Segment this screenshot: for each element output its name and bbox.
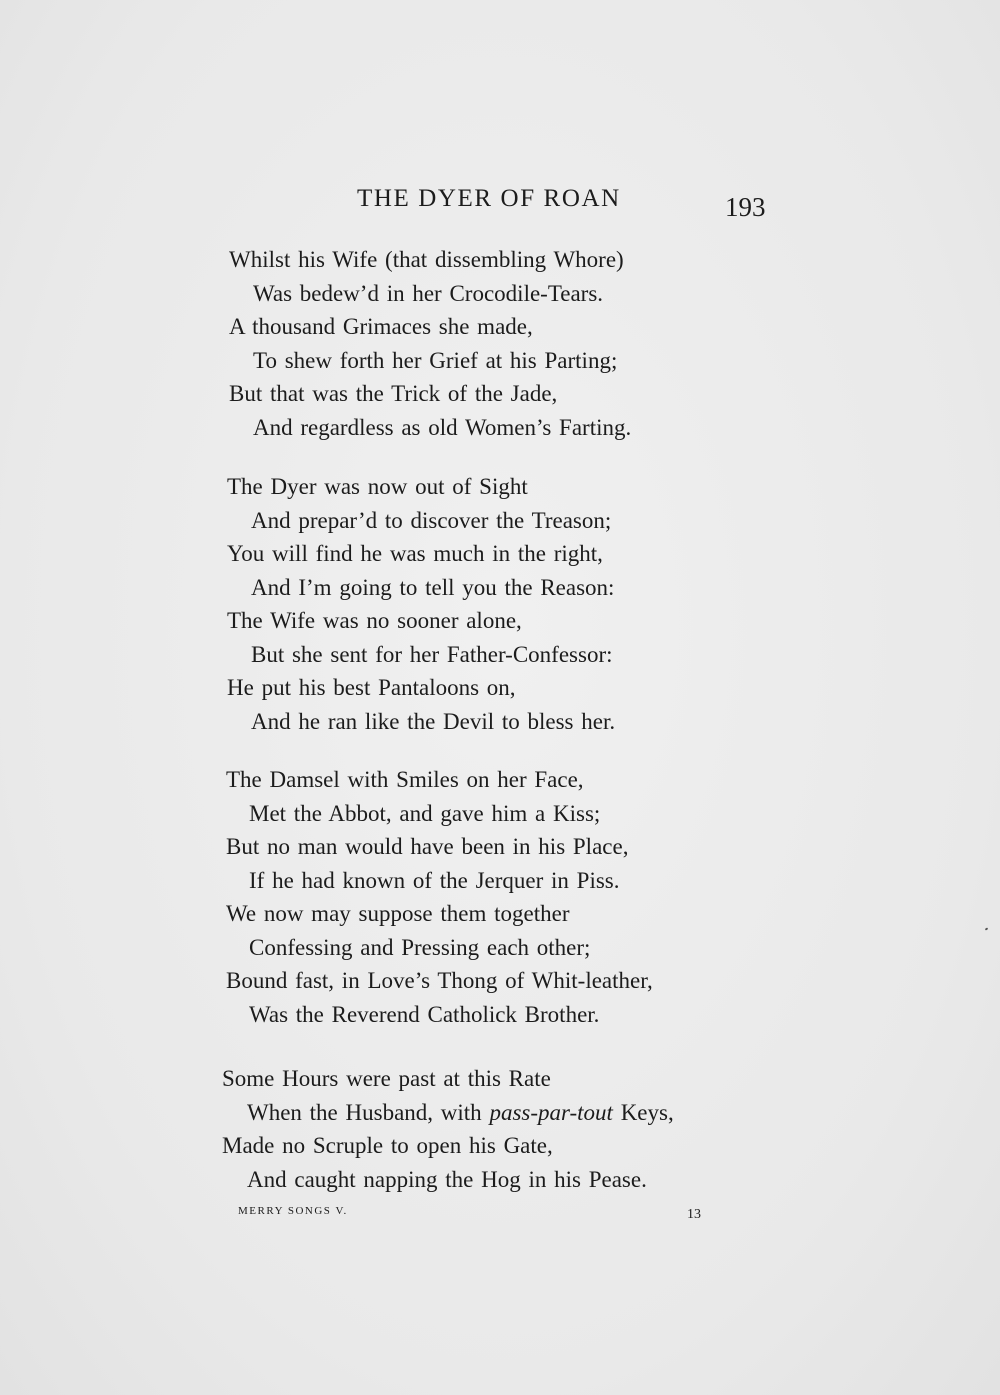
verse-line: But no man would have been in his Place, [226,834,629,859]
page-number: 193 [725,192,766,222]
verse-fragment: Keys, [612,1100,674,1125]
verse-line: The Dyer was now out of Sight [227,474,528,499]
verse-line: And caught napping the Hog in his Pease. [247,1167,647,1192]
signature-number: 13 [687,1207,701,1222]
verse-line: And regardless as old Women’s Farting. [253,415,632,440]
verse-line: Some Hours were past at this Rate [222,1066,551,1091]
signature-mark: MERRY SONGS V. [238,1205,348,1217]
verse-line: Made no Scruple to open his Gate, [222,1133,553,1158]
verse-line: A thousand Grimaces she made, [229,314,533,339]
verse-line: We now may suppose them together [226,901,570,926]
verse-line: He put his best Pantaloons on, [227,675,516,700]
italic-phrase: pass-par-tout [489,1100,613,1125]
verse-line: The Damsel with Smiles on her Face, [226,767,584,792]
verse-line: But that was the Trick of the Jade, [229,381,558,406]
verse-line: And I’m going to tell you the Reason: [251,575,615,600]
verse-line: If he had known of the Jerquer in Piss. [249,868,620,893]
verse-line: To shew forth her Grief at his Parting; [253,348,618,373]
verse-line: Confessing and Pressing each other; [249,935,591,960]
verse-line: Bound fast, in Love’s Thong of Whit-leather, [226,968,653,993]
verse-fragment: When the Husband, with [247,1100,490,1125]
verse-line: Was the Reverend Catholick Brother. [249,1002,600,1027]
verse-line: And prepar’d to discover the Treason; [251,508,612,533]
verse-line: Whilst his Wife (that dissembling Whore) [229,247,624,272]
verse-line: Was bedew’d in her Crocodile-Tears. [253,281,604,306]
running-title: THE DYER OF ROAN [357,185,621,212]
verse-line-with-italic [247,1101,674,1124]
verse-line: Met the Abbot, and gave him a Kiss; [249,801,601,826]
verse-line: You will find he was much in the right, [227,541,603,566]
verse-line: The Wife was no sooner alone, [227,608,522,633]
verse-line: But she sent for her Father-Confessor: [251,642,613,667]
verse-line: And he ran like the Devil to bless her. [251,709,616,734]
